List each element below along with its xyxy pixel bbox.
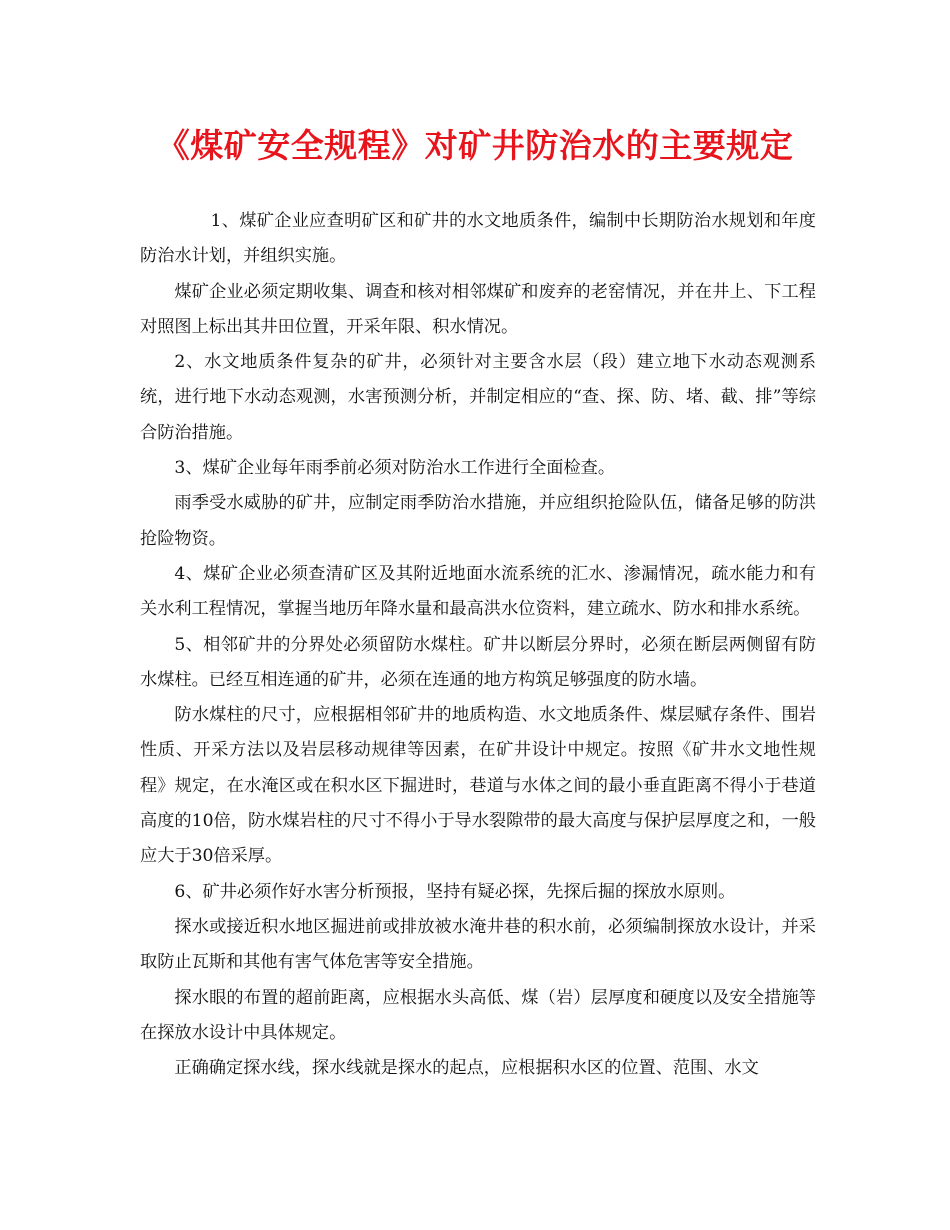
- document-body: [140, 204, 816, 1086]
- paragraph: 4、煤矿企业必须查清矿区及其附近地面水流系统的汇水、渗漏情况，疏水能力和有关水利工程情况，掌握当地历年降水量和最高洪水位资料，建立疏水、防水和排水系统。: [140, 563, 816, 620]
- paragraph: 防水煤柱的尺寸，应根据相邻矿井的地质构造、水文地质条件、煤层赋存条件、围岩性质、开采方法以及岩层移动规律等因素，在矿井设计中规定。按照《矿井水文地性规程》规定，在水淹区或在积水区下掘进时，巷道与水体之间的最小垂直距离不得小于巷道高度的10倍，防水煤岩柱的尺寸不得小于导水裂隙带的最大高度与保护层厚度之和，一般应大于30倍采厚。: [140, 705, 816, 867]
- document-title: 《煤矿安全规程》对矿井防治水的主要规定: [156, 126, 794, 165]
- paragraph: 2、水文地质条件复杂的矿井，必须针对主要含水层（段）建立地下水动态观测系统，进行地下水动态观测，水害预测分析，并制定相应的“查、探、防、堵、截、排”等综合防治措施。: [140, 352, 816, 443]
- paragraph: 正确确定探水线，探水线就是探水的起点，应根据积水区的位置、范围、水文: [174, 1058, 759, 1079]
- paragraph: 雨季受水威胁的矿井，应制定雨季防治水措施，并应组织抢险队伍，储备足够的防洪抢险物资。: [140, 493, 816, 549]
- paragraph: 1、煤矿企业应查明矿区和矿井的水文地质条件，编制中长期防治水规划和年度防治水计划，并组织实施。: [140, 211, 816, 267]
- paragraph: 煤矿企业必须定期收集、调查和核对相邻煤矿和废弃的老窑情况，并在井上、下工程对照图上标出其井田位置，开采年限、积水情况。: [140, 281, 816, 337]
- paragraph: 探水或接近积水地区掘进前或排放被水淹井巷的积水前，必须编制探放水设计，并采取防止瓦斯和其他有害气体危害等安全措施。: [140, 916, 816, 973]
- paragraph: 探水眼的布置的超前距离，应根据水头高低、煤（岩）层厚度和硬度以及安全措施等在探放水设计中具体规定。: [140, 987, 816, 1043]
- paragraph: 3、煤矿企业每年雨季前必须对防治水工作进行全面检查。: [174, 458, 616, 479]
- paragraph: 5、相邻矿井的分界处必须留防水煤柱。矿井以断层分界时，必须在断层两侧留有防水煤柱。已经互相连通的矿井，必须在连通的地方构筑足够强度的防水墙。: [140, 634, 816, 690]
- paragraph: 6、矿井必须作好水害分析预报，坚持有疑必探，先探后掘的探放水原则。: [174, 881, 736, 902]
